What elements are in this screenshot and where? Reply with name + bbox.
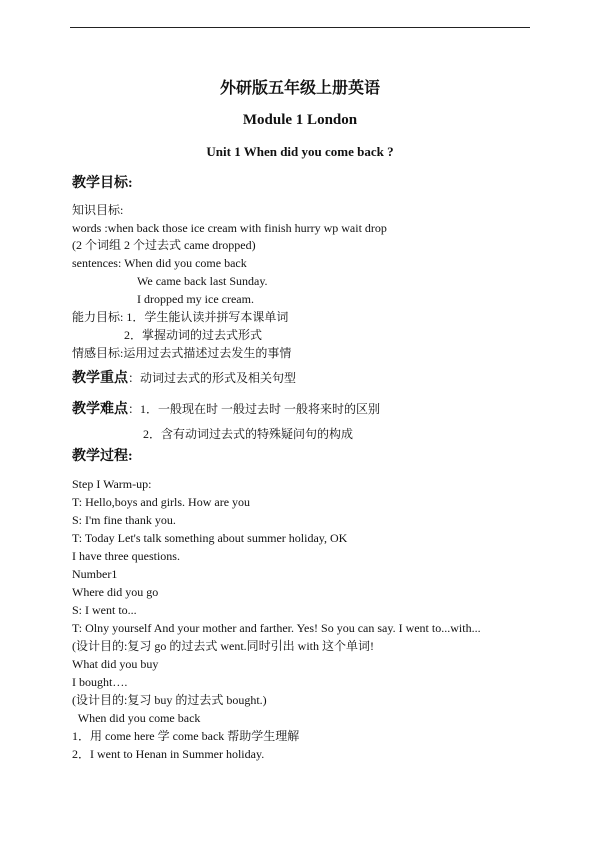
difficulties-label: 教学难点: [72, 402, 128, 417]
process-line: T: Hello,boys and girls. How are you: [72, 495, 251, 509]
process-line: 2．I went to Henan in Summer holiday.: [72, 747, 265, 761]
process-line: S: I'm fine thank you.: [72, 513, 176, 527]
process-line: I have three questions.: [72, 549, 180, 563]
doc-title: 外研版五年级上册英语: [219, 80, 380, 97]
unit-title: Unit 1 When did you come back ?: [206, 144, 394, 159]
process-line: When did you come back: [72, 711, 201, 725]
sentence-2: We came back last Sunday.: [137, 274, 268, 288]
process-line: What did you buy: [72, 657, 159, 671]
process-heading: 教学过程:: [72, 449, 133, 464]
key-points: [72, 370, 296, 387]
ability-goal-1: 能力目标: 1．学生能认读并拼写本课单词: [72, 310, 289, 324]
process-line: Step I Warm-up:: [72, 477, 152, 491]
process-line: (设计目的:复习 buy 的过去式 bought.): [72, 693, 267, 707]
goals-heading: 教学目标:: [72, 176, 133, 191]
words-line: words :when back those ice cream with finish hurry wp wait drop: [72, 221, 387, 235]
process-line: I bought….: [72, 675, 128, 689]
knowledge-label: 知识目标:: [72, 203, 124, 217]
process-line: (设计目的:复习 go 的过去式 went.同时引出 with 这个单词!: [72, 639, 374, 653]
process-line: T: Olny yourself And your mother and farther. Yes! So you can say. I went to...with...: [72, 621, 481, 635]
key-points-text: ：动词过去式的形式及相关句型: [128, 371, 297, 385]
process-line: S: I went to...: [72, 603, 137, 617]
difficulties-text-2: 2．含有动词过去式的特殊疑问句的构成: [143, 427, 354, 441]
process-line: Number1: [72, 567, 118, 581]
process-line: Where did you go: [72, 585, 159, 599]
difficulties: [72, 401, 380, 418]
process-line: T: Today Let's talk something about summer holiday, OK: [72, 531, 348, 545]
process-line: 1．用 come here 学 come back 帮助学生理解: [72, 729, 300, 743]
header-rule: [70, 27, 530, 28]
sentence-3: I dropped my ice cream.: [137, 292, 254, 306]
emotion-goal: 情感目标:运用过去式描述过去发生的事情: [72, 346, 292, 360]
words-note: (2 个词组 2 个过去式 came dropped): [72, 238, 256, 252]
key-points-label: 教学重点: [72, 371, 128, 386]
sentences-line: sentences: When did you come back: [72, 256, 247, 270]
ability-goal-2: 2．掌握动词的过去式形式: [124, 328, 263, 342]
difficulties-text-1: ：1．一般现在时 一般过去时 一般将来时的区别: [128, 402, 381, 416]
module-title: Module 1 London: [242, 112, 358, 128]
